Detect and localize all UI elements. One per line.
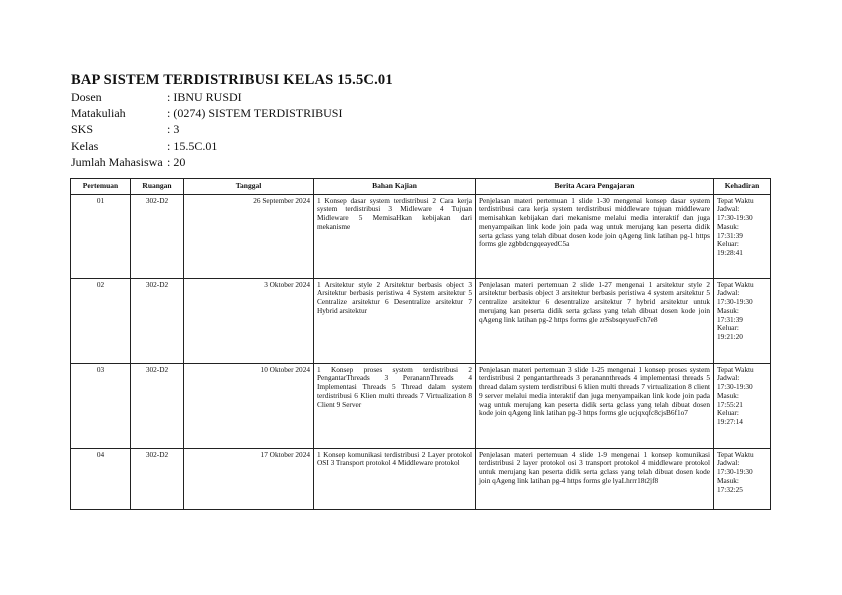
- info-value: : 15.5C.01: [167, 138, 218, 153]
- info-row-jumlah-mahasiswa: [71, 154, 342, 170]
- cell-kehadiran: [714, 194, 771, 278]
- cell-tanggal: 26 September 2024: [184, 194, 314, 278]
- kehadiran-status: Tepat Waktu: [717, 364, 754, 374]
- header-kehadiran: Kehadiran: [714, 179, 771, 195]
- table-row: [71, 278, 771, 363]
- cell-ruangan: 302-D2: [131, 278, 184, 363]
- info-row-matakuliah: [71, 105, 342, 121]
- cell-kehadiran: [714, 363, 771, 448]
- table-row: [71, 194, 771, 278]
- kehadiran-label: Masuk:: [717, 390, 739, 400]
- info-row-sks: [71, 121, 342, 137]
- kehadiran-value: 17:31:39: [717, 314, 743, 324]
- kehadiran-label: Masuk:: [717, 305, 739, 315]
- info-row-kelas: [71, 138, 342, 154]
- kehadiran-label: Jadwal:: [717, 458, 740, 468]
- table-row: [71, 363, 771, 448]
- kehadiran-value: 17:30-19:30: [717, 213, 753, 223]
- kehadiran-status: Tepat Waktu: [717, 279, 754, 289]
- kehadiran-label: Jadwal:: [717, 373, 740, 383]
- kehadiran-label: Keluar:: [717, 323, 739, 333]
- kehadiran-label: Masuk:: [717, 475, 739, 485]
- kehadiran-value: 17:32:25: [717, 484, 743, 494]
- cell-bahan-kajian: 1 Konsep dasar system terdistribusi 2 Cara kerja system terdistribusi 3 Midleware 4 Tujuan Midleware 5 MemisaHkan kebijakan dari mekanisme: [314, 194, 476, 278]
- info-value: : 20: [167, 154, 186, 169]
- cell-tanggal: 3 Oktober 2024: [184, 278, 314, 363]
- kehadiran-status: Tepat Waktu: [717, 195, 754, 205]
- document-title: BAP SISTEM TERDISTRIBUSI KELAS 15.5C.01: [71, 72, 393, 88]
- info-value: : IBNU RUSDI: [167, 90, 242, 104]
- cell-berita-acara: Penjelasan materi pertemuan 4 slide 1-9 mengenai 1 konsep komunikasi terdistribusi 2 layer protokol osi 3 transport protokol 4 middleware protokol untuk merujang kan peserta didik serta gclass yang telah dibuat dosen kode join qAgeng link latihan pg-4 https forms gle lyaLhrrr18t2jf8: [476, 448, 714, 509]
- kehadiran-value: 17:30-19:30: [717, 297, 753, 307]
- kehadiran-status: Tepat Waktu: [717, 449, 754, 459]
- cell-berita-acara: Penjelasan materi pertemuan 1 slide 1-30 mengenai konsep dasar system terdistribusi cara kerja system terdistribusi middleware tujuan middleware memisahkan kebijakan dari mekanisme melalui media interaktif dan juga menyampaikan link kode join pada wag untuk merujang kan peserta didik serta gclass yang telah dibuat dosen kode join qAgeng link latihan pg-1 https forms gle zgbbdcngqeayedC5a: [476, 194, 714, 278]
- kehadiran-value: 17:55:21: [717, 399, 743, 409]
- attendance-table: [70, 178, 771, 510]
- cell-pertemuan: 01: [71, 194, 131, 278]
- info-label: Matakuliah: [71, 106, 126, 121]
- course-info: [71, 89, 342, 170]
- cell-tanggal: 17 Oktober 2024: [184, 448, 314, 509]
- cell-ruangan: 302-D2: [131, 194, 184, 278]
- table-row: [71, 448, 771, 509]
- cell-pertemuan: 03: [71, 363, 131, 448]
- cell-tanggal: 10 Oktober 2024: [184, 363, 314, 448]
- cell-kehadiran: [714, 448, 771, 509]
- cell-bahan-kajian: 1 Konsep proses system terdistribusi 2 PengantarThreads 3 PeranannThreads 4 Implementasi Threads 5 Thread dalam system terdistribusi 6 Klien multi threads 7 Virtualization 8 Client 9 Server: [314, 363, 476, 448]
- info-row-dosen: [71, 89, 342, 105]
- kehadiran-value: 17:30-19:30: [717, 467, 753, 477]
- cell-berita-acara: Penjelasan materi pertemuan 3 slide 1-25 mengenai 1 konsep proses system terdistribusi 2 pengantarthreads 3 peranannthreads 4 implementasi threads 5 thread dalam system terdistribusi 6 klien multi threads 7 virtualization 8 client 9 server melalui media interaktif dan juga menyampaikan link kode join pada wag untuk merujang kan peserta didik serta gclass yang telah dibuat dosen kode join qAgeng link latihan pg-3 https forms gle ucjqxqfc8cjsB6f1o7: [476, 363, 714, 448]
- cell-bahan-kajian: 1 Arsitektur style 2 Arsitektur berbasis object 3 Arsitektur berbasis peristiwa 4 System arsitektur 5 Centralize arsitektur 6 Desentralize arsitektur 7 Hybrid arsitektur: [314, 278, 476, 363]
- header-ruangan: Ruangan: [131, 179, 184, 195]
- kehadiran-label: Masuk:: [717, 221, 739, 231]
- kehadiran-value: 19:21:20: [717, 331, 743, 341]
- cell-kehadiran: [714, 278, 771, 363]
- kehadiran-label: Keluar:: [717, 239, 739, 249]
- info-value: : 3: [167, 122, 180, 137]
- info-label: Kelas: [71, 138, 99, 153]
- header-berita-acara: Berita Acara Pengajaran: [476, 179, 714, 195]
- table-header-row: [71, 179, 771, 195]
- kehadiran-value: 17:30-19:30: [717, 382, 753, 392]
- info-value: : (0274) SISTEM TERDISTRIBUSI: [167, 106, 343, 121]
- cell-ruangan: 302-D2: [131, 448, 184, 509]
- info-label: SKS: [71, 122, 94, 137]
- cell-bahan-kajian: 1 Konsep komunikasi terdistribusi 2 Layer protokol OSI 3 Transport protokol 4 Middleware protokol: [314, 448, 476, 509]
- info-label: Dosen: [71, 90, 102, 104]
- kehadiran-value: 17:31:39: [717, 230, 743, 240]
- kehadiran-label: Keluar:: [717, 408, 739, 418]
- cell-pertemuan: 02: [71, 278, 131, 363]
- header-bahan-kajian: Bahan Kajian: [314, 179, 476, 195]
- cell-berita-acara: Penjelasan materi pertemuan 2 slide 1-27 mengenai 1 arsitektur style 2 arsitektur berbasis object 3 arsitektur berbasis peristiwa 4 system arsitektur 5 centralize arsitektur 6 desentralize arsitektur 7 hybrid arsitektur untuk merujang kan peserta didik serta gclass yang telah dibuat dosen kode join qAgeng link latihan pg-2 https forms gle zrSsbsqeyueFch7e8: [476, 278, 714, 363]
- kehadiran-label: Jadwal:: [717, 288, 740, 298]
- cell-pertemuan: 04: [71, 448, 131, 509]
- kehadiran-label: Jadwal:: [717, 204, 740, 214]
- header-tanggal: Tanggal: [184, 179, 314, 195]
- cell-ruangan: 302-D2: [131, 363, 184, 448]
- kehadiran-value: 19:28:41: [717, 247, 743, 257]
- header-pertemuan: Pertemuan: [71, 179, 131, 195]
- kehadiran-value: 19:27:14: [717, 416, 743, 426]
- info-label: Jumlah Mahasiswa: [71, 154, 163, 169]
